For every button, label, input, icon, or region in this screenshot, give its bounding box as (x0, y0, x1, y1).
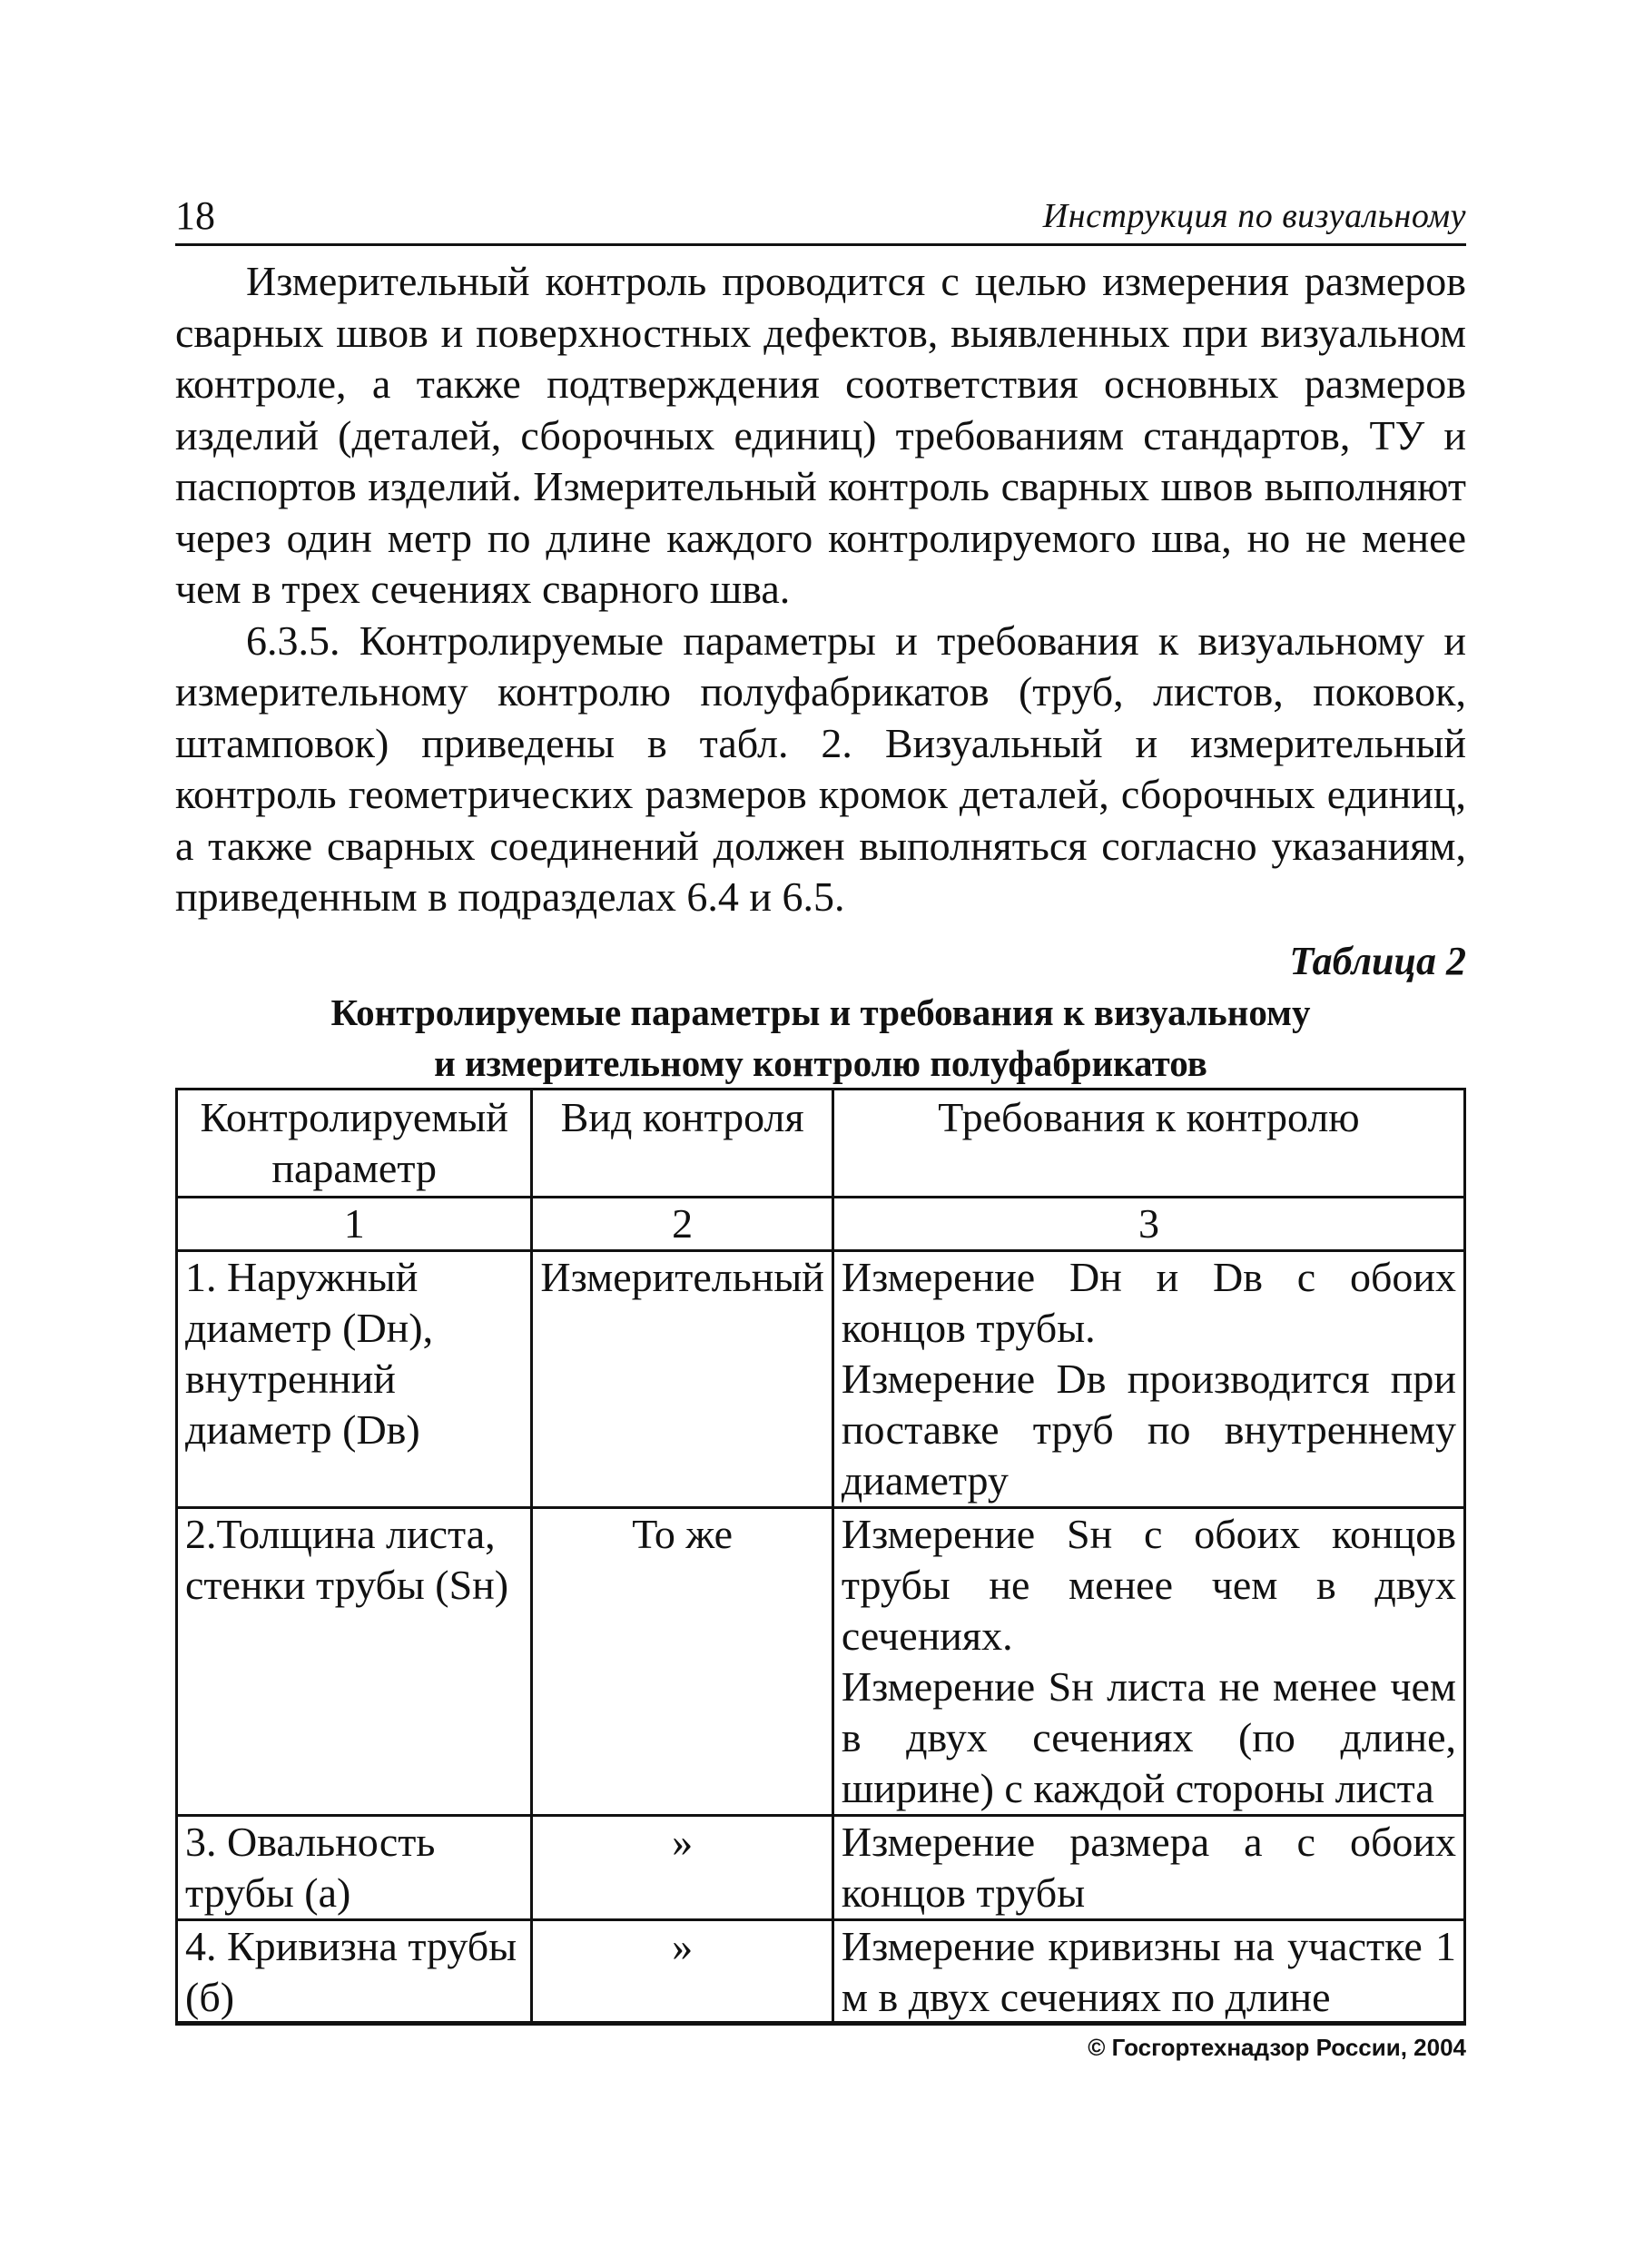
control-type-cell: » (532, 1920, 832, 2025)
column-number: 3 (832, 1198, 1464, 1251)
header-rule (175, 243, 1466, 246)
control-type-cell: Измерительный (532, 1251, 832, 1508)
paragraph-6-3-5: 6.3.5. Контролируемые параметры и требования к визуальному и измерительному контролю полуфабрикатов (труб, листов, поковок, штамповок) приведены в табл. 2. Визуальный и измерительный контроль геометрических размеров кромок деталей, сборочных единиц, а также сварных соединений должен выполняться согласно указаниям, приведенным в подразделах 6.4 и 6.5. (175, 616, 1466, 920)
table-header-row (177, 1090, 1465, 1198)
requirement-text: Измерение кривизны на участке 1 м в двух сечениях по длине (841, 1923, 1456, 2020)
table-title-line-2: и измерительному контролю полуфабрикатов (434, 1042, 1207, 1084)
table-title-line-1: Контролируемые параметры и требования к визуальному (330, 991, 1311, 1033)
page-header (175, 192, 1466, 243)
paragraph-measurement-control: Измерительный контроль проводится с целью измерения размеров сварных швов и поверхностных дефектов, выявленных при визуальном контроле, а также подтверждения соответствия основных размеров изделий (деталей, сборочных единиц) требованиям стандартов, ТУ и паспортов изделий. Измерительный контроль сварных швов выполняют через один метр по длине каждого контролируемого шва, но не менее чем в трех сечениях сварного шва. (175, 258, 1466, 612)
parameter-cell: 2.Толщина листа, стенки трубы (Sн) (177, 1508, 532, 1816)
table-row (177, 1920, 1465, 2025)
requirements-cell (832, 1251, 1464, 1508)
header-parameter: Контролируемый параметр (177, 1090, 532, 1198)
requirements-cell (832, 1816, 1464, 1920)
requirement-text: Измерение Dн и Dв с обоих концов трубы. (841, 1254, 1456, 1351)
control-type-cell: » (532, 1816, 832, 1920)
running-title: Инструкция по визуальному (1042, 197, 1466, 235)
column-number-row (177, 1198, 1465, 1251)
requirement-text: Измерение Dв производится при поставке труб по внутреннему диаметру (841, 1356, 1456, 1504)
header-requirements: Требования к контролю (832, 1090, 1464, 1198)
column-number: 1 (177, 1198, 532, 1251)
requirement-text: Измерение размера a с обоих концов трубы (841, 1819, 1456, 1916)
parameter-cell: 1. Наружный диаметр (Dн), внутренний диаметр (Dв) (177, 1251, 532, 1508)
parameter-cell: 3. Овальность трубы (a) (177, 1816, 532, 1920)
requirements-cell (832, 1920, 1464, 2025)
control-type-cell: То же (532, 1508, 832, 1816)
table-row (177, 1508, 1465, 1816)
column-number: 2 (532, 1198, 832, 1251)
requirement-text: Измерение Sн с обоих концов трубы не менее чем в двух сечениях. (841, 1511, 1456, 1659)
page-number: 18 (175, 193, 215, 238)
footer-rule (175, 2021, 1466, 2023)
table-label: Таблица 2 (1289, 939, 1466, 983)
copyright-notice: © Госгортехнадзор России, 2004 (1088, 2034, 1466, 2061)
header-control-type: Вид контроля (532, 1090, 832, 1198)
table-title (175, 987, 1466, 1089)
requirements-cell (832, 1508, 1464, 1816)
parameter-cell: 4. Кривизна трубы (б) (177, 1920, 532, 2025)
parameters-table (175, 1088, 1466, 2026)
requirement-text: Измерение Sн листа не менее чем в двух сечениях (по длине, ширине) с каждой стороны листа (841, 1663, 1456, 1811)
table-row (177, 1816, 1465, 1920)
table-row (177, 1251, 1465, 1508)
body-text (175, 256, 1466, 923)
